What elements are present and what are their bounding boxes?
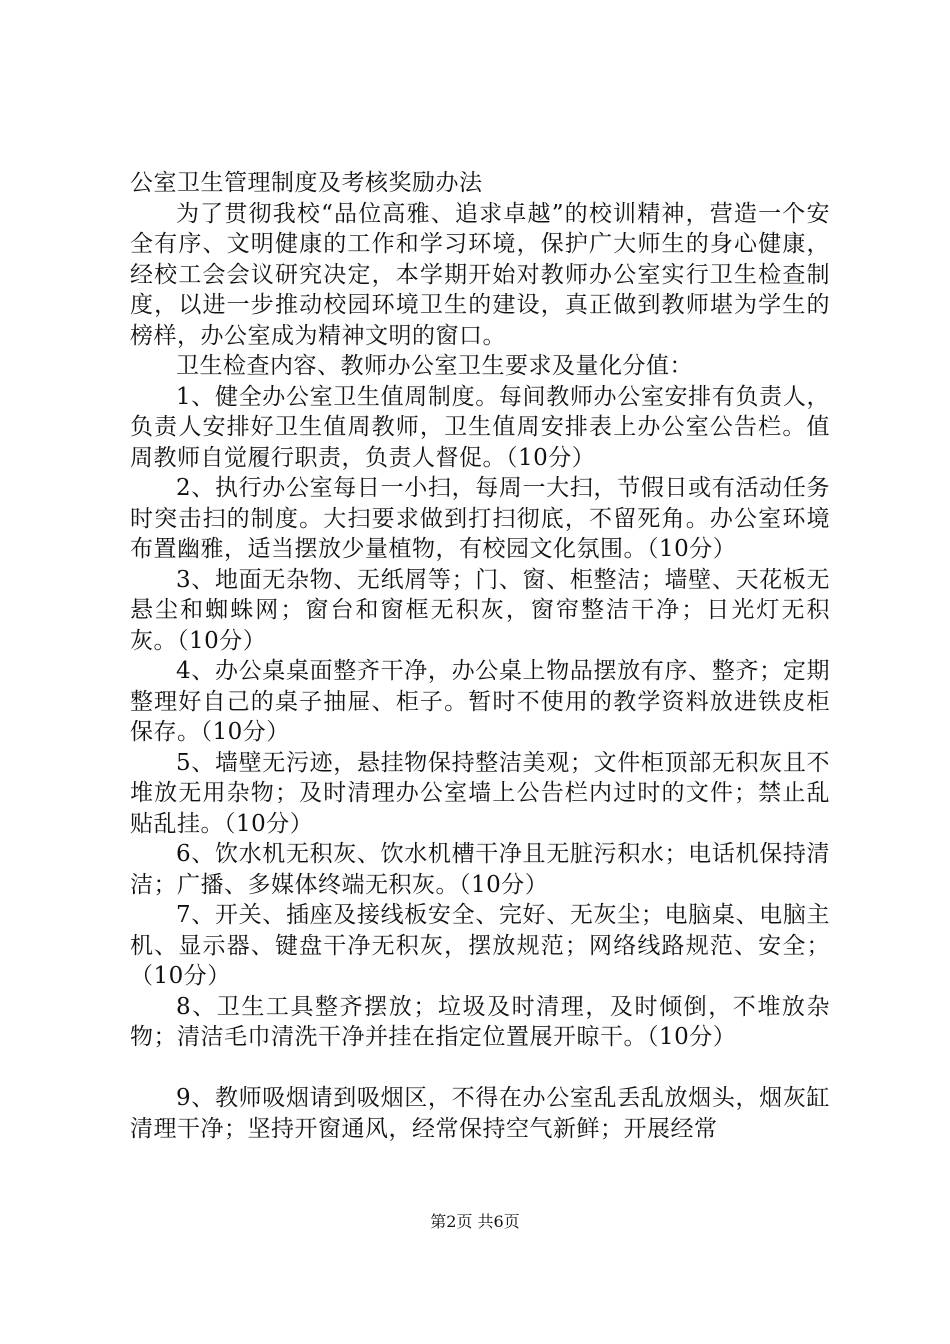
document-title: 公室卫生管理制度及考核奖励办法: [130, 170, 483, 196]
paragraph-item-6: 6、饮水机无积灰、饮水机槽干净且无脏污积水；电话机保持清洁；广播、多媒体终端无积灰。（10分）: [130, 841, 830, 898]
paragraph-item-1: 1、健全办公室卫生值周制度。每间教师办公室安排有负责人，负责人安排好卫生值周教师，卫生值周安排表上办公室公告栏。值周教师自觉履行职责，负责人督促。（10分）: [130, 383, 830, 471]
document-body: [130, 168, 830, 1144]
paragraph-item-4: 4、办公桌桌面整齐干净，办公桌上物品摆放有序、整齐；定期整理好自己的桌子抽屉、柜子。暂时不使用的教学资料放进铁皮柜保存。（10分）: [130, 658, 830, 745]
paragraph-intro: 为了贯彻我校“品位高雅、追求卓越”的校训精神，营造一个安全有序、文明健康的工作和学习环境，保护广大师生的身心健康，经校工会会议研究决定，本学期开始对教师办公室实行卫生检查制度，以进一步推动校园环境卫生的建设，真正做到教师堪为学生的榜样，办公室成为精神文明的窗口。: [130, 200, 830, 349]
paragraph-requirements-heading: 卫生检查内容、教师办公室卫生要求及量化分值：: [176, 353, 693, 379]
paragraph-item-2: 2、执行办公室每日一小扫，每周一大扫，节假日或有活动任务时突击扫的制度。大扫要求做到打扫彻底，不留死角。办公室环境布置幽雅，适当摆放少量植物，有校园文化氛围。（10分）: [130, 475, 830, 562]
paragraph-item-7: 7、开关、插座及接线板安全、完好、无灰尘；电脑桌、电脑主机、显示器、键盘干净无积灰，摆放规范；网络线路规范、安全；（10分）: [130, 902, 830, 989]
page-number-footer: 第2页 共6页: [430, 1212, 520, 1231]
paragraph-item-9: 9、教师吸烟请到吸烟区，不得在办公室乱丢乱放烟头，烟灰缸清理干净；坚持开窗通风，经常保持空气新鲜；开展经常: [130, 1085, 830, 1142]
paragraph-item-5: 5、墙壁无污迹，悬挂物保持整洁美观；文件柜顶部无积灰且不堆放无用杂物；及时清理办公室墙上公告栏内过时的文件；禁止乱贴乱挂。（10分）: [130, 749, 830, 837]
paragraph-item-3: 3、地面无杂物、无纸屑等；门、窗、柜整洁；墙壁、天花板无悬尘和蜘蛛网；窗台和窗框无积灰，窗帘整洁干净；日光灯无积灰。（10分）: [130, 566, 830, 654]
paragraph-item-8: 8、卫生工具整齐摆放；垃圾及时清理，及时倾倒，不堆放杂物；清洁毛巾清洗干净并挂在指定位置展开晾干。（10分）: [130, 993, 830, 1050]
